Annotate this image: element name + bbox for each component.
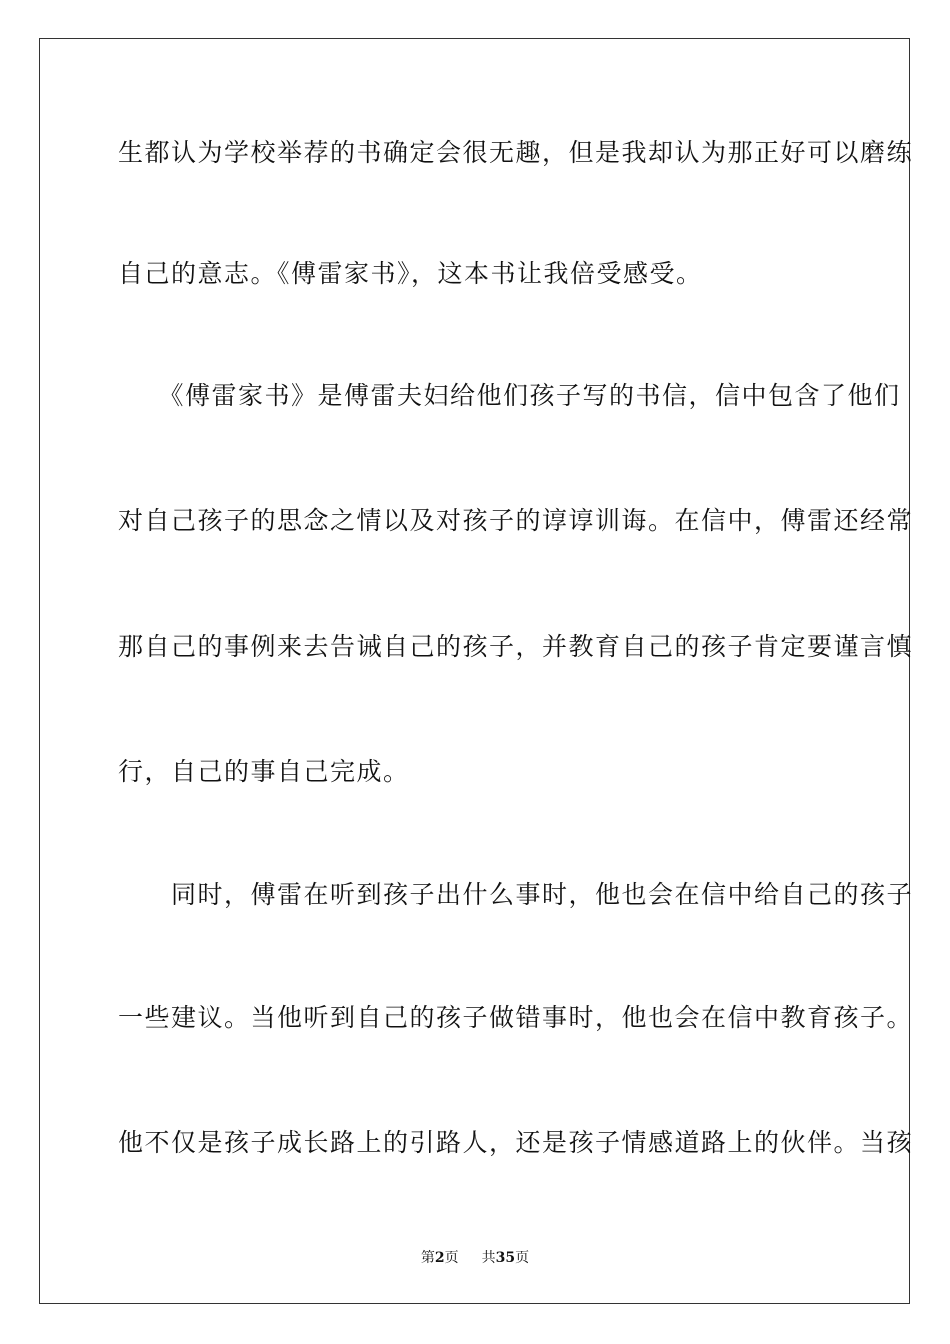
text-line-4: 对自己孩子的思念之情以及对孩子的谆谆训诲。在信中，傅雷还经常	[118, 506, 914, 535]
text-line-8: 一些建议。当他听到自己的孩子做错事时，他也会在信中教育孩子。	[118, 1003, 914, 1032]
text-line-9: 他不仅是孩子成长路上的引路人，还是孩子情感道路上的伙伴。当孩	[118, 1128, 914, 1157]
page-number: 2	[434, 1250, 445, 1266]
total-label-suffix: 页	[515, 1250, 530, 1266]
text-line-7: 同时，傅雷在听到孩子出什么事时，他也会在信中给自己的孩子	[118, 880, 914, 909]
page-border	[39, 38, 914, 1304]
text-line-2: 自己的意志。《傅雷家书》，这本书让我倍受感受。	[118, 259, 703, 288]
text-line-6: 行，自己的事自己完成。	[118, 757, 410, 786]
total-pages: 35	[495, 1250, 516, 1266]
page-label-suffix: 页	[444, 1250, 459, 1266]
page-footer	[0, 1247, 950, 1267]
text-line-3: 《傅雷家书》是傅雷夫妇给他们孩子写的书信，信中包含了他们	[118, 381, 901, 410]
total-label-prefix: 共	[481, 1250, 496, 1266]
page-label-prefix: 第	[420, 1250, 435, 1266]
text-line-1: 生都认为学校举荐的书确定会很无趣，但是我却认为那正好可以磨练	[118, 138, 914, 167]
text-line-5: 那自己的事例来去告诫自己的孩子，并教育自己的孩子肯定要谨言慎	[118, 632, 914, 661]
